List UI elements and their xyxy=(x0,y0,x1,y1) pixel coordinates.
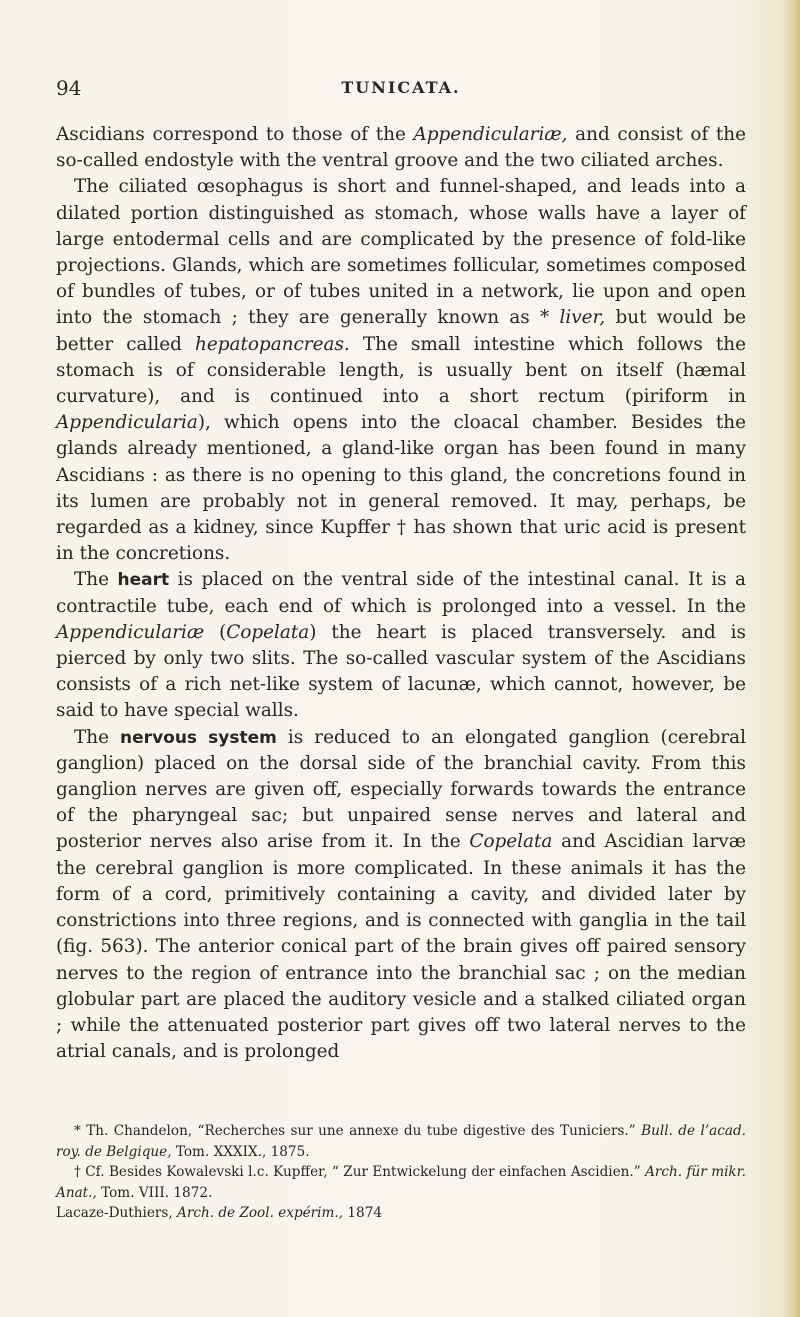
text-run: The xyxy=(74,726,121,748)
text-run: ( xyxy=(204,621,227,643)
italic-term: Copelata xyxy=(469,831,553,853)
text-run: ) the heart is placed transversely. and is pierced by only two slits. The so-called vascular system of the Ascidians consists of a rich net-like system of lacunæ, which cannot, however, be said to have special walls. xyxy=(56,621,746,722)
page-edge-shadow xyxy=(782,0,800,1317)
footnote-chandelon xyxy=(56,1121,746,1162)
italic-citation: Bull. de l’acad. roy. de Belgique, xyxy=(56,1123,746,1160)
text-run: is reduced to an elongated ganglion (cerebral ganglion) placed on the dorsal side of the branchial cavity. From this ganglion nerves are given off, especially forwards towards the entrance of the pharyngeal sac; but unpaired sense nerves and lateral and posterior nerves also arise from it. In the xyxy=(56,726,746,853)
page-number: 94 xyxy=(56,76,82,100)
text-run: * Th. Chandelon, “Recherches sur une annexe du tube digestive des Tuniciers.” xyxy=(74,1123,642,1139)
italic-term: Appendiculariæ, xyxy=(413,124,568,145)
paragraph-nervous-system xyxy=(56,725,746,1066)
italic-term: liver, xyxy=(559,307,606,329)
paragraph-alimentary-continued xyxy=(56,122,746,174)
text-run: is placed on the ventral side of the intestinal canal. It is a contractile tube, each end of which is prolonged into a vessel. In the xyxy=(56,569,746,617)
text-run: ), which opens into the cloacal chamber. Besides the glands already mentioned, a gland-like organ has been found in many Ascidians : as there is no opening to this gland, the concretions found in its lumen are probably not in general removed. It may, perhaps, be regarded as a kidney, since Kupffer † has shown that uric acid is present in the concretions. xyxy=(56,412,746,565)
text-run: Tom. XXXIX., 1875. xyxy=(171,1143,310,1160)
italic-term: Copelata xyxy=(226,621,310,643)
text-run: † Cf. Besides Kowalevski l.c. Kupffer, “ Zur Entwickelung der einfachen Ascidien.” xyxy=(74,1164,646,1180)
text-run: Ascidians correspond to those of the xyxy=(56,124,414,145)
section-keyword-nervous-system: nervous system xyxy=(120,727,277,748)
text-run: 1874 xyxy=(343,1205,382,1221)
italic-citation: Arch. de Zool. expérim., xyxy=(177,1205,344,1221)
text-run: and consist of the so-called endostyle with the ventral groove and the two ciliated arches. xyxy=(56,124,747,172)
text-run: but would be better called xyxy=(56,307,747,355)
section-keyword-heart: heart xyxy=(117,570,170,591)
running-head xyxy=(56,76,746,104)
text-run: and Ascidian larvæ the cerebral ganglion is more complicated. In these animals it has the form of a cord, primitively containing a cavity, and divided later by constrictions into three regions, and is connected with ganglia in the tail (fig. 563). The anterior conical part of the brain gives off paired sensory nerves to the region of entrance into the branchial sac ; on the median globular part are placed the auditory vesicle and a stalked ciliated organ ; while the attenuated posterior part gives off two lateral nerves to the atrial canals, and is prolonged xyxy=(56,831,747,1063)
text-run: The ciliated œsophagus is short and funnel-shaped, and leads into a dilated portion distinguished as stomach, whose walls have a layer of large entodermal cells and are complicated by the presence of fold-like projections. Glands, which are sometimes follicular, sometimes composed of bundles of tubes, or of tubes united in a network, lie upon and open into the stomach ; they are generally known as * xyxy=(56,176,746,329)
italic-term: Appendiculariæ xyxy=(56,621,205,643)
footnote-lacaze-duthiers xyxy=(56,1203,746,1224)
paragraph-oesophagus xyxy=(56,174,746,567)
body-text xyxy=(56,122,746,1065)
italic-citation: Arch. für mikr. Anat., xyxy=(56,1164,746,1201)
italic-term: Appendicularia xyxy=(56,412,198,434)
running-title: TUNICATA. xyxy=(341,78,461,97)
text-run: The xyxy=(74,569,118,591)
text-run: Lacaze-Duthiers, xyxy=(56,1205,178,1221)
italic-term: hepatopancreas. xyxy=(195,333,350,355)
footnote-kupffer xyxy=(56,1162,746,1203)
paragraph-heart xyxy=(56,567,746,724)
footnotes xyxy=(56,1121,746,1224)
text-run: The small intestine which follows the stomach is of considerable length, is usually bent on itself (hæmal curvature), and is continued into a short rectum (piriform in xyxy=(56,333,746,408)
text-run: Tom. VIII. 1872. xyxy=(96,1184,213,1201)
